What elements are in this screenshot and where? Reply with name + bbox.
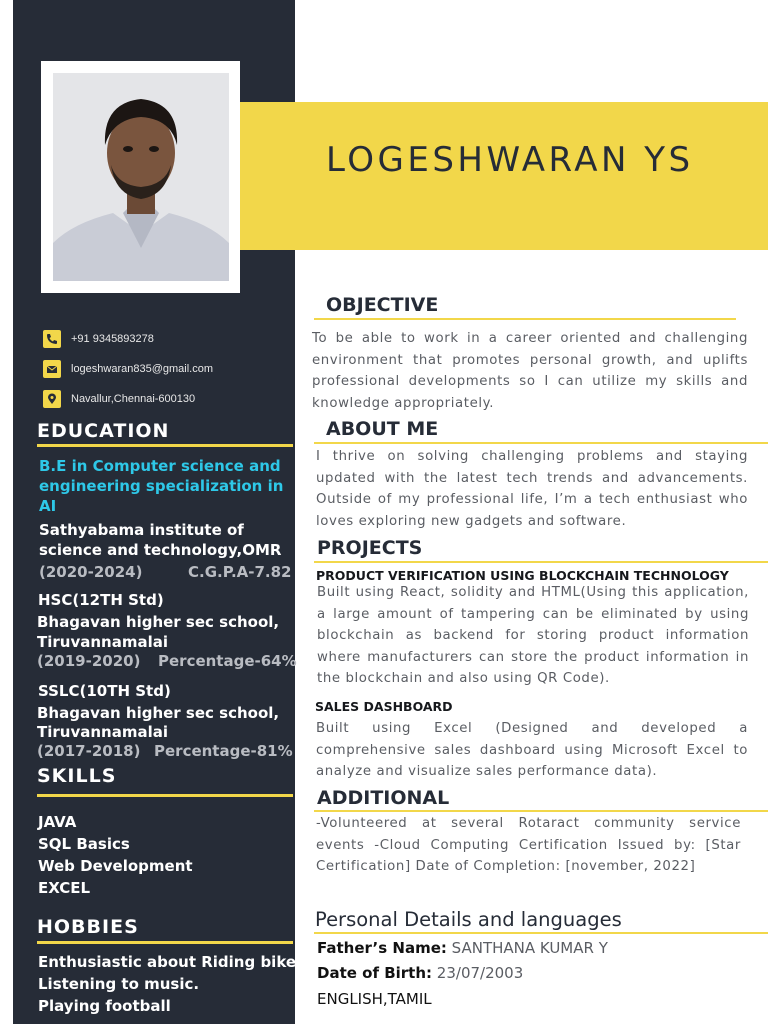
skill-item: EXCEL <box>38 879 91 897</box>
hsc-school-line-2: Tiruvannamalai <box>37 633 168 651</box>
mail-icon <box>43 360 61 378</box>
skill-item: SQL Basics <box>38 835 130 853</box>
contact-phone <box>43 329 154 349</box>
hobby-item: Listening to music. <box>38 975 200 993</box>
candidate-name: LOGESHWARAN YS <box>326 140 694 180</box>
project-2-text: Built using Excel (Designed and developed a comprehensive sales dashboard using Microsoft Excel to analyze and visualize sales performance data). <box>316 721 748 779</box>
college-line-1: Sathyabama institute of <box>39 521 244 539</box>
sslc-school-line-1: Bhagavan higher sec school, <box>37 704 280 722</box>
education-heading: EDUCATION <box>37 420 170 442</box>
contact-location <box>43 389 195 409</box>
father-name-value: SANTHANA KUMAR Y <box>451 939 608 957</box>
objective-text: To be able to work in a career oriented and challenging environment that promotes personal growth, and uplifts professional developments so I can utilize my skills and knowledge appropriately. <box>312 331 748 411</box>
profile-photo <box>53 73 229 281</box>
about-rule <box>314 442 768 444</box>
hobbies-heading: HOBBIES <box>37 916 139 938</box>
personal-heading: Personal Details and languages <box>315 908 622 931</box>
projects-heading: PROJECTS <box>317 537 423 559</box>
additional-text: -Volunteered at several Rotaract community service events -Cloud Computing Certification Issued by: [Star Certification] Date of Completion: [november, 2022] <box>316 816 741 874</box>
dob-row <box>317 964 523 982</box>
languages: ENGLISH,TAMIL <box>317 990 432 1008</box>
skill-item: JAVA <box>38 813 77 831</box>
degree-line-1: B.E in Computer science and <box>39 457 281 475</box>
email-text: logeshwaran835@gmail.com <box>71 363 214 375</box>
phone-text: +91 9345893278 <box>71 333 154 345</box>
skill-item: Web Development <box>38 857 193 875</box>
skills-rule <box>37 794 293 797</box>
project-2-title: SALES DASHBOARD <box>315 699 453 714</box>
degree-line-3: AI <box>39 497 57 515</box>
sslc-school-line-2: Tiruvannamalai <box>37 723 168 741</box>
sslc-years: (2017-2018) <box>37 742 141 760</box>
project-1-text: Built using React, solidity and HTML(Using this application, a large amount of tampering can be eliminated by using blockchain as backend for storing product information where manufacturers can store the product information in the blockchain and also using QR Code). <box>317 585 749 686</box>
skills-heading: SKILLS <box>37 765 117 787</box>
hobbies-rule <box>37 941 293 944</box>
location-pin-icon <box>43 390 61 408</box>
college-years: (2020-2024) <box>39 563 143 581</box>
additional-rule <box>314 810 768 812</box>
father-name-label: Father’s Name: <box>317 939 447 957</box>
college-cgpa: C.G.P.A-7.82 <box>188 563 292 581</box>
objective-rule <box>314 318 736 320</box>
project-1-title: PRODUCT VERIFICATION USING BLOCKCHAIN TECHNOLOGY <box>316 568 729 583</box>
hobby-item: Playing football <box>38 997 171 1015</box>
hsc-years: (2019-2020) <box>37 652 141 670</box>
hsc-title: HSC(12TH Std) <box>38 591 164 609</box>
degree-line-2: engineering specialization in <box>39 477 284 495</box>
hsc-school-line-1: Bhagavan higher sec school, <box>37 613 280 631</box>
projects-rule <box>314 561 768 563</box>
college-line-2: science and technology,OMR <box>39 541 282 559</box>
dob-label: Date of Birth: <box>317 964 433 982</box>
sslc-percentage: Percentage-81% <box>154 742 293 760</box>
profile-photo-frame <box>41 61 240 293</box>
contact-email <box>43 359 213 379</box>
personal-rule <box>314 932 768 934</box>
additional-heading: ADDITIONAL <box>317 787 450 809</box>
about-heading: ABOUT ME <box>326 418 439 440</box>
sslc-title: SSLC(10TH Std) <box>38 682 171 700</box>
father-name-row <box>317 939 608 957</box>
objective-heading: OBJECTIVE <box>326 294 439 316</box>
hobby-item: Enthusiastic about Riding bikes. <box>38 953 311 971</box>
location-text: Navallur,Chennai-600130 <box>71 393 196 405</box>
phone-icon <box>43 330 61 348</box>
person-portrait-icon <box>53 73 229 281</box>
education-rule <box>37 444 293 447</box>
hsc-percentage: Percentage-64% <box>158 652 297 670</box>
about-text: I thrive on solving challenging problems and staying updated with the latest tech trends and advancements. Outside of my professional life, I’m a tech enthusiast who loves exploring new gadgets and software. <box>316 449 748 529</box>
dob-value: 23/07/2003 <box>436 964 524 982</box>
